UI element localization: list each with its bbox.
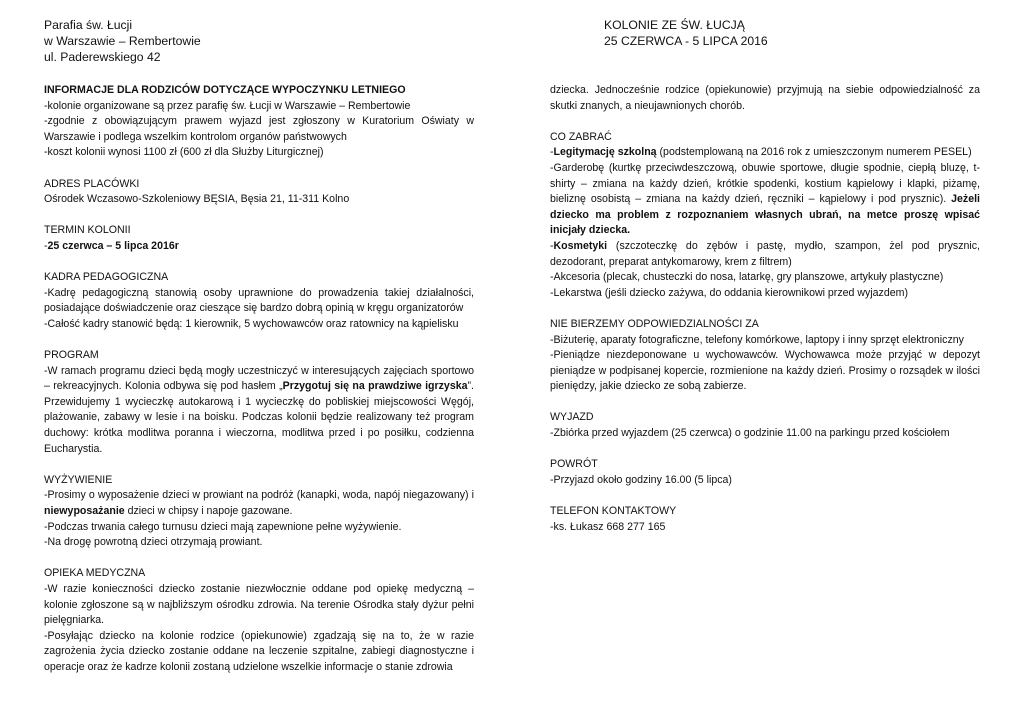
term-text: -25 czerwca – 5 lipca 2016r (44, 239, 179, 252)
section-heading-address: ADRES PLACÓWKI (44, 177, 140, 190)
section-heading-return: POWRÓT (550, 458, 598, 471)
liability-item: -Biżuterię, aparaty fotograficzne, telefony komórkowe, laptopy i inny sprzęt elektroniczny (550, 333, 964, 346)
section-heading-packing: CO ZABRAĆ (550, 130, 612, 143)
section-heading-staff: KADRA PEDAGOGICZNA (44, 271, 169, 284)
packing-item: -Garderobę (kurtkę przeciwdeszczową, obuwie sportowe, długie spodnie, ciepłą bluzę, t-shirty – zmiana na każdy dzień, krótkie spodenki, kostium kąpielowy i klapki, piżamę, bieliznę osobistą – zmiana na każdy dzień, ręczniki – kąpielowy i pod prysznic). Jeżeli dziecko ma problem z rozpoznaniem własnych ubrań, na metce proszę wpisać inicjały dziecka. (550, 161, 980, 237)
camp-title (604, 17, 768, 49)
staff-item: -Kadrę pedagogiczną stanowią osoby uprawnione do prowadzenia takiej działalności, posiadające doświadczenie oraz cieszące się bardzo dobrą opinią w kręgu organizatorów (44, 286, 474, 315)
camp-name: KOLONIE ZE ŚW. ŁUCJĄ (604, 18, 745, 32)
packing-item: -Lekarstwa (jeśli dziecko zażywa, do oddania kierownikowi przed wyjazdem) (550, 286, 908, 299)
left-column (44, 83, 474, 676)
parish-city: w Warszawie – Rembertowie (44, 34, 201, 48)
staff-item: -Całość kadry stanowić będą: 1 kierownik, 5 wychowawców oraz ratownicy na kąpielisku (44, 317, 459, 330)
food-item: -Podczas trwania całego turnusu dzieci mają zapewnione pełne wyżywienie. (44, 520, 402, 533)
liability-item: -Pieniądze niezdeponowane u wychowawców. Wychowawca może przyjąć w depozyt pieniądze w podpisanej kopercie, rozmienione na każdy dzień. Prosimy o rozsądek w ilości pieniędzy, jakie dziecko ze sobą zabierze. (550, 349, 980, 393)
parish-street: ul. Paderewskiego 42 (44, 50, 161, 64)
address-text: Ośrodek Wczasowo-Szkoleniowy BĘSIA, Bęsia 21, 11-311 Kolno (44, 193, 350, 206)
section-heading-food: WYŻYWIENIE (44, 473, 113, 486)
return-text: -Przyjazd około godziny 16.00 (5 lipca) (550, 473, 732, 486)
packing-item: -Legitymację szkolną (podstemplowaną na 2016 rok z umieszczonym numerem PESEL) (550, 146, 972, 159)
packing-item: -Akcesoria (plecak, chusteczki do nosa, latarkę, gry planszowe, artykuły plastyczne) (550, 271, 944, 284)
section-heading-liability: NIE BIERZEMY ODPOWIEDZIALNOŚCI ZA (550, 317, 759, 330)
packing-item: -Kosmetyki (szczoteczkę do zębów i pastę, mydło, szampon, żel pod prysznic, dezodorant, preparat antykomarowy, krem z filtrem) (550, 239, 980, 268)
food-item: -Prosimy o wyposażenie dzieci w prowiant na podróż (kanapki, woda, napój niegazowany) i niewyposażanie dzieci w chipsy i napoje gazowane. (44, 489, 474, 518)
camp-dates: 25 CZERWCA - 5 LIPCA 2016 (604, 34, 768, 48)
info-item: -kolonie organizowane są przez parafię św. Łucji w Warszawie – Rembertowie (44, 99, 411, 112)
info-title: INFORMACJE DLA RODZICÓW DOTYCZĄCE WYPOCZYNKU LETNIEGO (44, 84, 406, 96)
contact-text: -ks. Łukasz 668 277 165 (550, 520, 666, 533)
section-heading-term: TERMIN KOLONII (44, 224, 131, 237)
section-heading-medical: OPIEKA MEDYCZNA (44, 567, 146, 580)
parish-name: Parafia św. Łucji (44, 18, 133, 32)
section-heading-program: PROGRAM (44, 349, 99, 362)
medical-continuation: dziecka. Jednocześnie rodzice (opiekunowie) przyjmują na siebie odpowiedzialność za skutki znanych, a nieujawnionych chorób. (550, 84, 980, 112)
parish-address (44, 17, 201, 65)
medical-item: -Posyłając dziecko na kolonie rodzice (opiekunowie) zgadzają się na to, że w razie zagrożenia życia dziecko zostanie oddane na leczenie szpitalne, zabiegi diagnostyczne i operacje oraz że kadrze kolonii zostaną udzielone wszelkie informacje o stanie zdrowia (44, 629, 474, 673)
section-heading-contact: TELEFON KONTAKTOWY (550, 505, 677, 518)
right-column (550, 83, 980, 535)
food-item: -Na drogę powrotną dzieci otrzymają prowiant. (44, 536, 263, 549)
section-heading-departure: WYJAZD (550, 411, 594, 424)
info-item: -zgodnie z obowiązującym prawem wyjazd jest zgłoszony w Kuratorium Oświaty w Warszawie i podlega wszelkim kontrolom organów państwowych (44, 115, 474, 143)
program-text: -W ramach programu dzieci będą mogły uczestniczyć w interesujących zajęciach sportowo – rekreacyjnych. Kolonia odbywa się pod hasłem „Przygotuj się na prawdziwe igrzyska”. Przewidujemy 1 wycieczkę autokarową i 1 wycieczkę do pobliskiej miejscowości Węgój, plażowanie, zabawy w lesie i na boisku. Podczas kolonii będzie realizowany też program duchowy: krótka modlitwa poranna i wieczorna, modlitwa przed i po posiłku, codzienna Eucharystia. (44, 364, 474, 455)
info-item: -koszt kolonii wynosi 1100 zł (600 zł dla Służby Liturgicznej) (44, 146, 324, 159)
medical-item: -W razie konieczności dziecko zostanie niezwłocznie oddane pod opiekę medyczną – kolonie zgłoszone są w najbliższym ośrodku zdrowia. Na terenie Ośrodka stały dyżur pełni pielęgniarka. (44, 583, 474, 627)
departure-text: -Zbiórka przed wyjazdem (25 czerwca) o godzinie 11.00 na parkingu przed kościołem (550, 427, 950, 440)
